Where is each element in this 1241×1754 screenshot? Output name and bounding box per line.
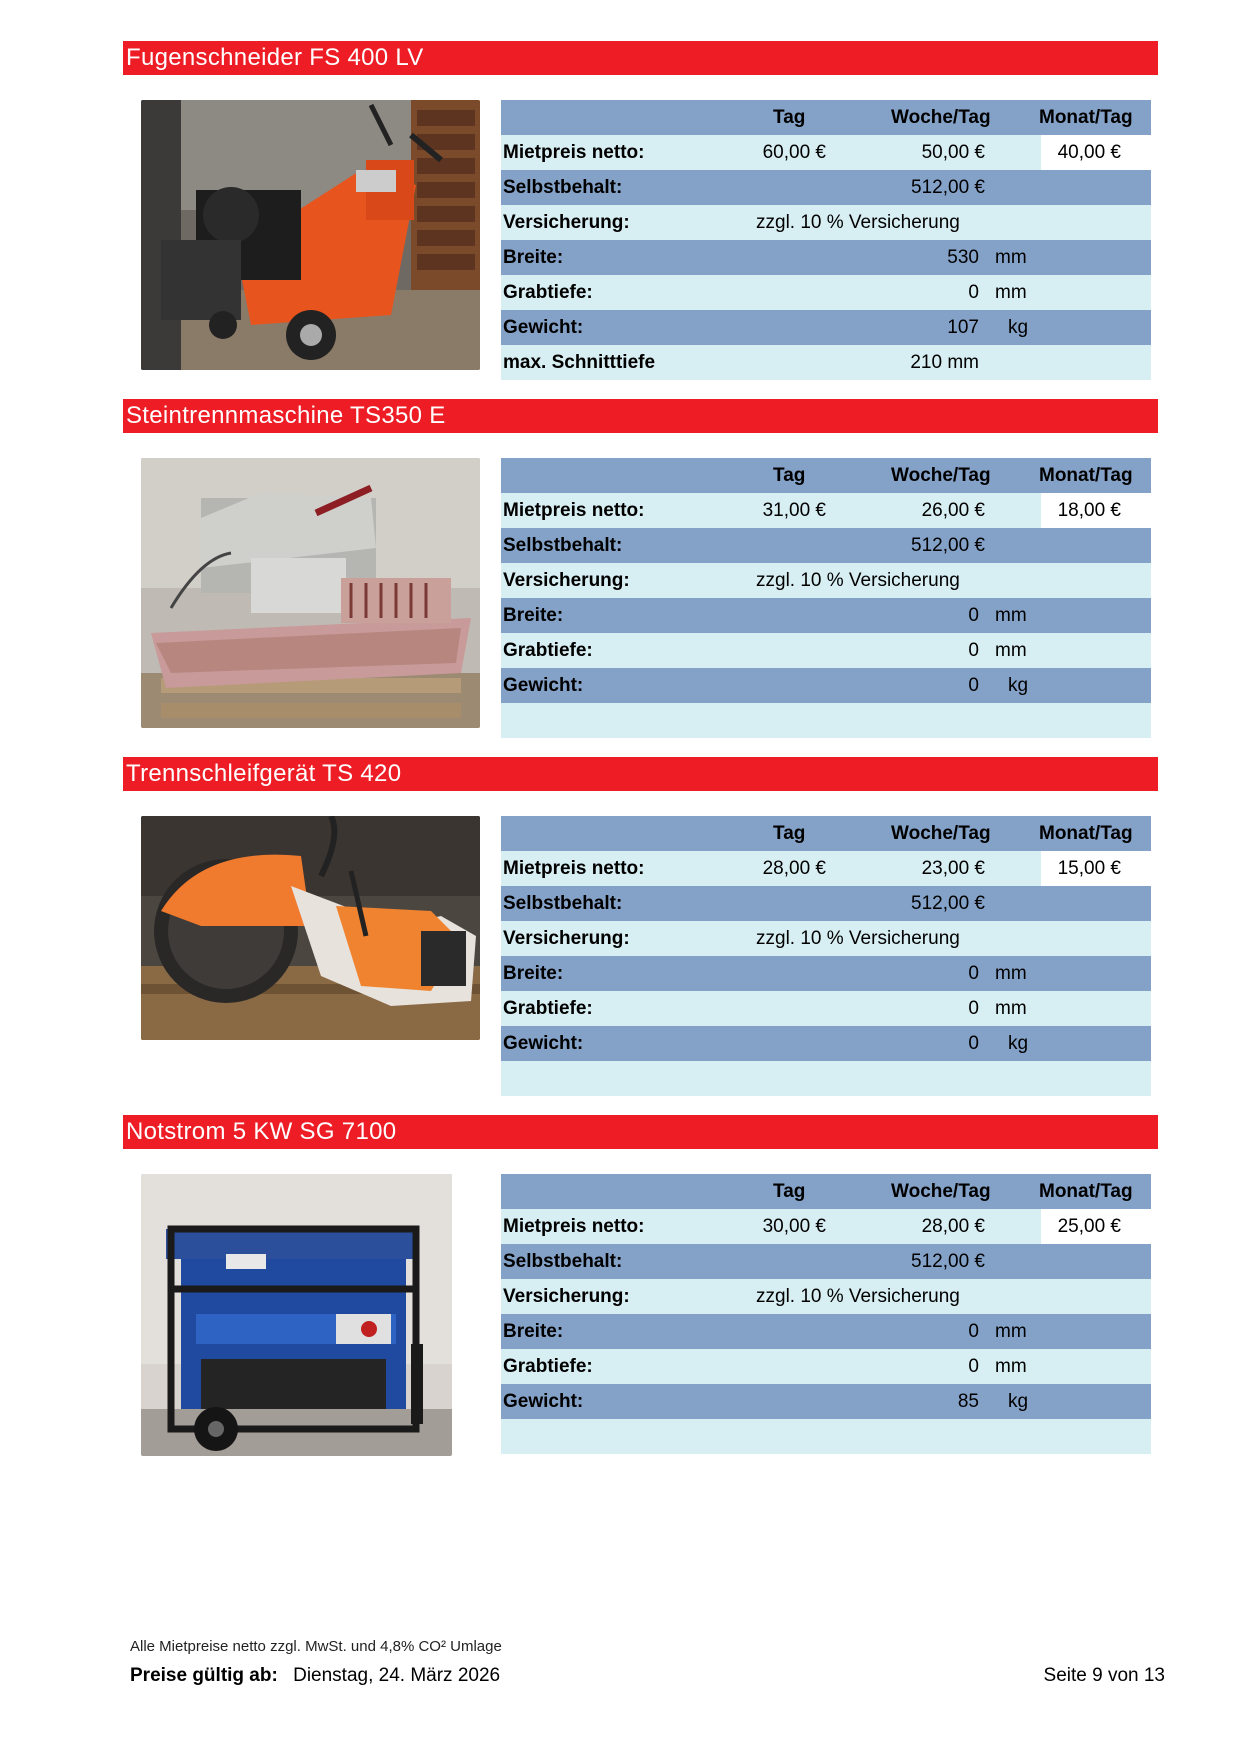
col-header-month: Monat/Tag [1039,823,1133,844]
depth-label: Grabtiefe: [503,282,593,303]
spec-table [501,1174,1151,1454]
col-header-week: Woche/Tag [891,1181,991,1202]
deductible-label: Selbstbehalt: [503,535,623,556]
width-unit: mm [995,963,1027,984]
col-header-month: Monat/Tag [1039,465,1133,486]
width-label: Breite: [503,247,564,268]
extra-row [501,345,1151,380]
price-month: 15,00 € [1057,858,1121,879]
footer-note: Alle Mietpreise netto zzgl. MwSt. und 4,8% CO² Umlage [130,1638,502,1655]
validity-line [130,1665,500,1687]
price-week: 50,00 € [921,142,985,163]
deductible-value: 512,00 € [911,177,985,198]
insurance-value: zzgl. 10 % Versicherung [756,212,960,233]
col-header-week: Woche/Tag [891,107,991,128]
width-row [501,598,1151,633]
spec-table [501,458,1151,738]
depth-label: Grabtiefe: [503,998,593,1019]
rent-label: Mietpreis netto: [503,858,645,879]
validity-label: Preise gültig ab: [130,1665,278,1686]
validity-date: Dienstag, 24. März 2026 [293,1665,501,1686]
rent-row [501,1209,1151,1244]
price-month: 25,00 € [1057,1216,1121,1237]
extra-label: max. Schnitttiefe [503,352,656,373]
deductible-label: Selbstbehalt: [503,893,623,914]
column-header-row [501,816,1151,851]
weight-unit: kg [1008,317,1029,338]
weight-value: 0 [968,1033,979,1054]
product-section-3 [0,757,1241,1097]
col-header-month: Monat/Tag [1039,107,1133,128]
column-header-row [501,1174,1151,1209]
product-section-1 [0,41,1241,381]
price-month: 40,00 € [1057,142,1121,163]
deductible-row [501,170,1151,205]
joint-cutter-photo [141,100,480,370]
deductible-row [501,886,1151,921]
weight-row [501,1384,1151,1419]
width-label: Breite: [503,1321,564,1342]
width-label: Breite: [503,963,564,984]
width-unit: mm [995,1321,1027,1342]
width-value: 0 [968,605,979,626]
width-unit: mm [995,247,1027,268]
price-week: 26,00 € [921,500,985,521]
price-week: 28,00 € [921,1216,985,1237]
depth-row [501,275,1151,310]
deductible-value: 512,00 € [911,535,985,556]
rent-label: Mietpreis netto: [503,500,645,521]
stone-cutter-photo [141,458,480,728]
spec-table [501,100,1151,380]
deductible-value: 512,00 € [911,893,985,914]
insurance-label: Versicherung: [503,212,630,233]
insurance-row [501,1279,1151,1314]
deductible-label: Selbstbehalt: [503,1251,623,1272]
col-header-day: Tag [773,465,806,486]
insurance-label: Versicherung: [503,928,630,949]
width-value: 0 [968,963,979,984]
price-day: 28,00 € [762,858,826,879]
price-month: 18,00 € [1057,500,1121,521]
depth-label: Grabtiefe: [503,640,593,661]
product-title: Steintrennmaschine TS350 E [123,399,1158,433]
product-title: Trennschleifgerät TS 420 [123,757,1158,791]
weight-label: Gewicht: [503,1391,584,1412]
weight-label: Gewicht: [503,675,584,696]
deductible-value: 512,00 € [911,1251,985,1272]
depth-unit: mm [995,1356,1027,1377]
column-header-row [501,458,1151,493]
extra-row [501,1061,1151,1096]
depth-value: 0 [968,282,979,303]
extra-row [501,1419,1151,1454]
depth-value: 0 [968,1356,979,1377]
weight-value: 107 [947,317,979,338]
product-section-2 [0,399,1241,739]
price-day: 31,00 € [762,500,826,521]
rent-row [501,135,1151,170]
insurance-label: Versicherung: [503,570,630,591]
insurance-label: Versicherung: [503,1286,630,1307]
product-title: Notstrom 5 KW SG 7100 [123,1115,1158,1149]
width-label: Breite: [503,605,564,626]
product-title: Fugenschneider FS 400 LV [123,41,1158,75]
cut-off-saw-photo [141,816,480,1040]
col-header-day: Tag [773,107,806,128]
insurance-row [501,921,1151,956]
col-header-week: Woche/Tag [891,823,991,844]
deductible-row [501,528,1151,563]
weight-row [501,1026,1151,1061]
column-header-row [501,100,1151,135]
depth-row [501,991,1151,1026]
weight-unit: kg [1008,675,1029,696]
col-header-month: Monat/Tag [1039,1181,1133,1202]
page-number: Seite 9 von 13 [1043,1665,1165,1686]
width-row [501,1314,1151,1349]
depth-unit: mm [995,640,1027,661]
weight-label: Gewicht: [503,317,584,338]
weight-value: 0 [968,675,979,696]
rent-row [501,851,1151,886]
col-header-day: Tag [773,1181,806,1202]
depth-unit: mm [995,282,1027,303]
col-header-day: Tag [773,823,806,844]
deductible-label: Selbstbehalt: [503,177,623,198]
deductible-row [501,1244,1151,1279]
weight-unit: kg [1008,1391,1029,1412]
generator-photo [141,1174,452,1456]
product-section-4 [0,1115,1241,1455]
rent-label: Mietpreis netto: [503,142,645,163]
insurance-row [501,563,1151,598]
rent-label: Mietpreis netto: [503,1216,645,1237]
insurance-value: zzgl. 10 % Versicherung [756,928,960,949]
insurance-value: zzgl. 10 % Versicherung [756,1286,960,1307]
weight-value: 85 [957,1391,979,1412]
price-day: 60,00 € [762,142,826,163]
width-value: 0 [968,1321,979,1342]
weight-label: Gewicht: [503,1033,584,1054]
weight-row [501,310,1151,345]
width-row [501,956,1151,991]
width-unit: mm [995,605,1027,626]
price-week: 23,00 € [921,858,985,879]
depth-value: 0 [968,640,979,661]
depth-unit: mm [995,998,1027,1019]
depth-row [501,633,1151,668]
depth-row [501,1349,1151,1384]
extra-value: 210 mm [910,352,979,373]
rent-row [501,493,1151,528]
insurance-row [501,205,1151,240]
width-value: 530 [947,247,979,268]
spec-table [501,816,1151,1096]
weight-unit: kg [1008,1033,1029,1054]
extra-row [501,703,1151,738]
insurance-value: zzgl. 10 % Versicherung [756,570,960,591]
depth-value: 0 [968,998,979,1019]
width-row [501,240,1151,275]
weight-row [501,668,1151,703]
price-day: 30,00 € [762,1216,826,1237]
col-header-week: Woche/Tag [891,465,991,486]
depth-label: Grabtiefe: [503,1356,593,1377]
